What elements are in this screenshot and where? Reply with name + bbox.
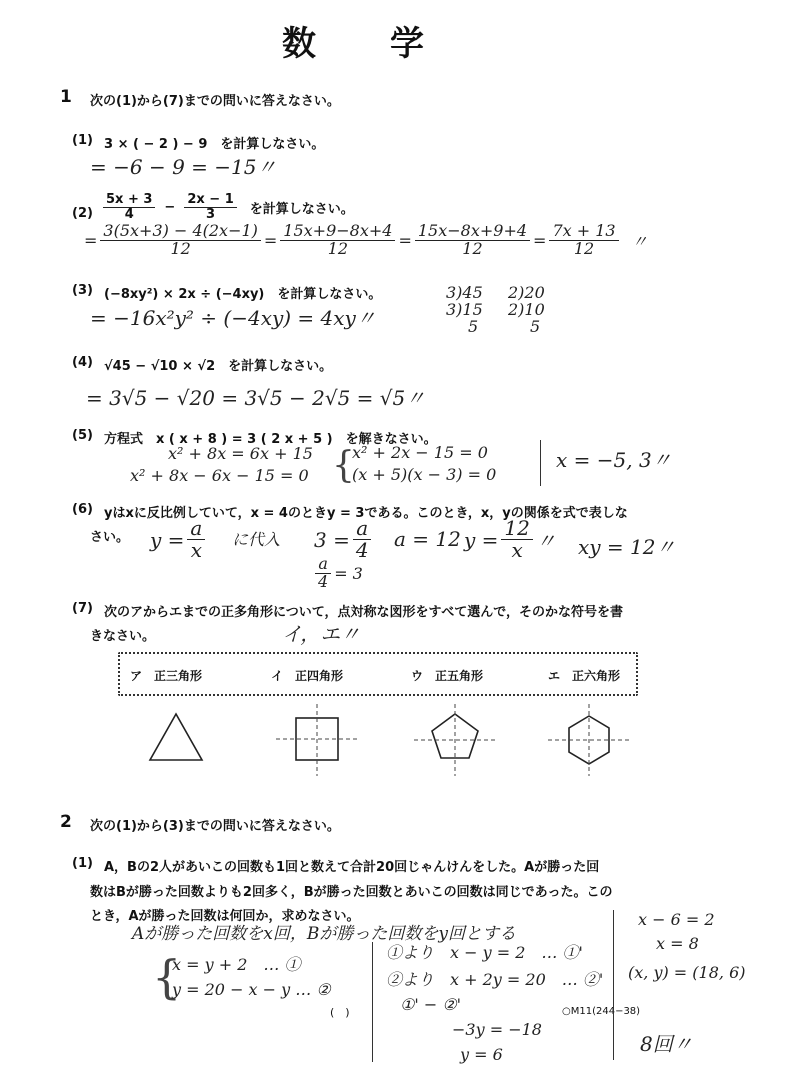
q1-p2-problem: $\frac{5x + 3}{4}$ − $\frac{2x - 1}{3}$ を計算しなさい。	[100, 193, 354, 221]
option-e: エ 正六角形	[548, 669, 621, 683]
q1-p5-problem: 方程式 x ( x + 8 ) = 3 ( 2 x + 5 ) を解きなさい。	[104, 432, 437, 447]
pentagon-shape	[414, 704, 496, 776]
q1-p5-label: (5)	[72, 428, 93, 443]
q1-p4-problem: √45 − √10 × √2 を計算しなさい。	[104, 359, 333, 374]
q2-p1-text-3: とき，Aが勝った回数は何回か，求めなさい。	[90, 909, 360, 924]
square-shape	[276, 704, 358, 776]
q1-p6-work-a4: $\frac{a}{4}$ = 3	[312, 556, 363, 591]
q1-p6-answer: xy = 12〃	[578, 535, 676, 559]
q1-p4-label: (4)	[72, 355, 93, 370]
q2-p1-label: (1)	[72, 856, 93, 871]
q2-p1-step-5: y = 6	[460, 1045, 503, 1064]
question-1-number: 1	[60, 87, 72, 107]
q1-p5-work-1: x² + 8x = 6x + 15	[168, 444, 313, 463]
q1-p5-divider	[540, 440, 541, 486]
q1-p6-problem-1: yはxに反比例していて，x = 4のときy = 3である。このとき，x，yの関係を式で表しな	[104, 506, 628, 521]
q1-p3-problem: (−8xy²) × 2x ÷ (−4xy) を計算しなさい。	[104, 287, 382, 302]
q1-p1-problem: 3 × ( − 2 ) − 9 を計算しなさい。	[104, 137, 325, 152]
q1-p7-problem-2: きなさい。	[90, 629, 156, 644]
q2-p1-step-1: ①より x − y = 2 … ①'	[386, 943, 583, 962]
q1-p7-answer: イ，エ〃	[282, 622, 361, 646]
q1-p3-label: (3)	[72, 283, 93, 298]
q2-p1-step-3: ①' − ②'	[400, 995, 462, 1014]
q1-p6-label: (6)	[72, 502, 93, 517]
option-u: ウ 正五角形	[411, 669, 484, 683]
q1-p6-substitute: に代入	[232, 530, 281, 549]
hexagon-shape	[548, 704, 630, 776]
q2-p1-divider-1	[372, 942, 373, 1062]
q2-p1-hw-setup: Aが勝った回数をx回，Bが勝った回数をy回とする	[132, 924, 516, 944]
q2-p1-result-1: x − 6 = 2	[638, 910, 715, 929]
q2-p1-result-2: x = 8	[656, 934, 699, 953]
q1-p6-work-3: 3 = $\frac{a}{4}$	[314, 518, 375, 561]
q1-p7-problem-1: 次のアからエまでの正多角形について，点対称な図形をすべて選んで，そのかな符号を書	[104, 605, 623, 620]
page-title: 数 学	[282, 24, 426, 64]
q1-p6-work-a12: a = 12	[394, 527, 461, 551]
q1-p6-work-y: y = $\frac{a}{x}$	[150, 518, 208, 561]
q2-p1-step-4: −3y = −18	[452, 1020, 542, 1039]
q1-p2-answer: = $\frac{3(5x+3) - 4(2x-1)}{12}$ = $\frac{15x+9-8x+4}{12}$ = $\frac{15x-8x+9+4}{12}$ = $\frac{7x + 13}{12}$ 〃	[84, 221, 648, 258]
q2-p1-eq2: y = 20 − x − y … ②	[172, 980, 331, 999]
q1-p5-answer: x = −5, 3〃	[556, 448, 672, 472]
q1-p6-problem-2: さい。	[90, 530, 130, 545]
q2-p1-paren: ( )	[330, 1006, 350, 1019]
q1-p3-work-a: 3)45 3)15 5	[446, 283, 483, 336]
q1-p6-work-y12: y = $\frac{12}{x}$ 〃	[464, 516, 556, 562]
q2-p1-result-3: (x, y) = (18, 6)	[628, 963, 746, 982]
polygon-figures	[0, 700, 803, 810]
q1-p3-work-b: 2)20 2)10 5	[508, 283, 545, 336]
q1-p1-label: (1)	[72, 133, 93, 148]
q1-p2-label: (2)	[72, 206, 93, 221]
question-1-intro: 次の(1)から(7)までの問いに答えなさい。	[90, 94, 340, 109]
question-2-intro: 次の(1)から(3)までの問いに答えなさい。	[90, 819, 340, 834]
q2-p1-brace: {	[152, 950, 182, 1004]
q1-p2-frac2: $\frac{2x - 1}{3}$	[184, 193, 236, 221]
q2-p1-text-1: A，Bの2人があいこの回数も1回と数えて合計20回じゃんけんをした。Aが勝った回	[104, 860, 600, 875]
option-i: イ 正四角形	[271, 669, 344, 683]
q1-p1-answer: = −6 − 9 = −15〃	[90, 155, 277, 179]
q2-p1-text-2: 数はBが勝った回数よりも2回多く，Bが勝った回数とあいこの回数は同じであった。この	[90, 885, 613, 900]
triangle-shape	[150, 714, 202, 760]
q1-p4-answer: = 3√5 − √20 = 3√5 − 2√5 = √5〃	[86, 386, 426, 410]
q2-p1-step-2: ②より x + 2y = 20 … ②'	[386, 970, 604, 989]
q1-p7-label: (7)	[72, 601, 93, 616]
q1-p3-answer: = −16x²y² ÷ (−4xy) = 4xy〃	[90, 306, 376, 330]
question-2-number: 2	[60, 812, 72, 832]
q2-p1-answer: 8回〃	[640, 1032, 693, 1056]
option-a: ア 正三角形	[130, 669, 203, 683]
q1-p5-work-2: x² + 8x − 6x − 15 = 0	[130, 466, 309, 485]
q1-p5-work-4: (x + 5)(x − 3) = 0	[352, 465, 497, 484]
q2-p1-eq1: x = y + 2 … ①	[172, 955, 301, 974]
page-code: ○M11(244−38)	[562, 1006, 641, 1017]
q1-p2-frac1: $\frac{5x + 3}{4}$	[103, 193, 155, 221]
q2-p1-divider-2	[613, 910, 614, 1060]
q1-p5-brace: {	[332, 445, 355, 486]
q1-p5-work-3: x² + 2x − 15 = 0	[352, 443, 488, 462]
